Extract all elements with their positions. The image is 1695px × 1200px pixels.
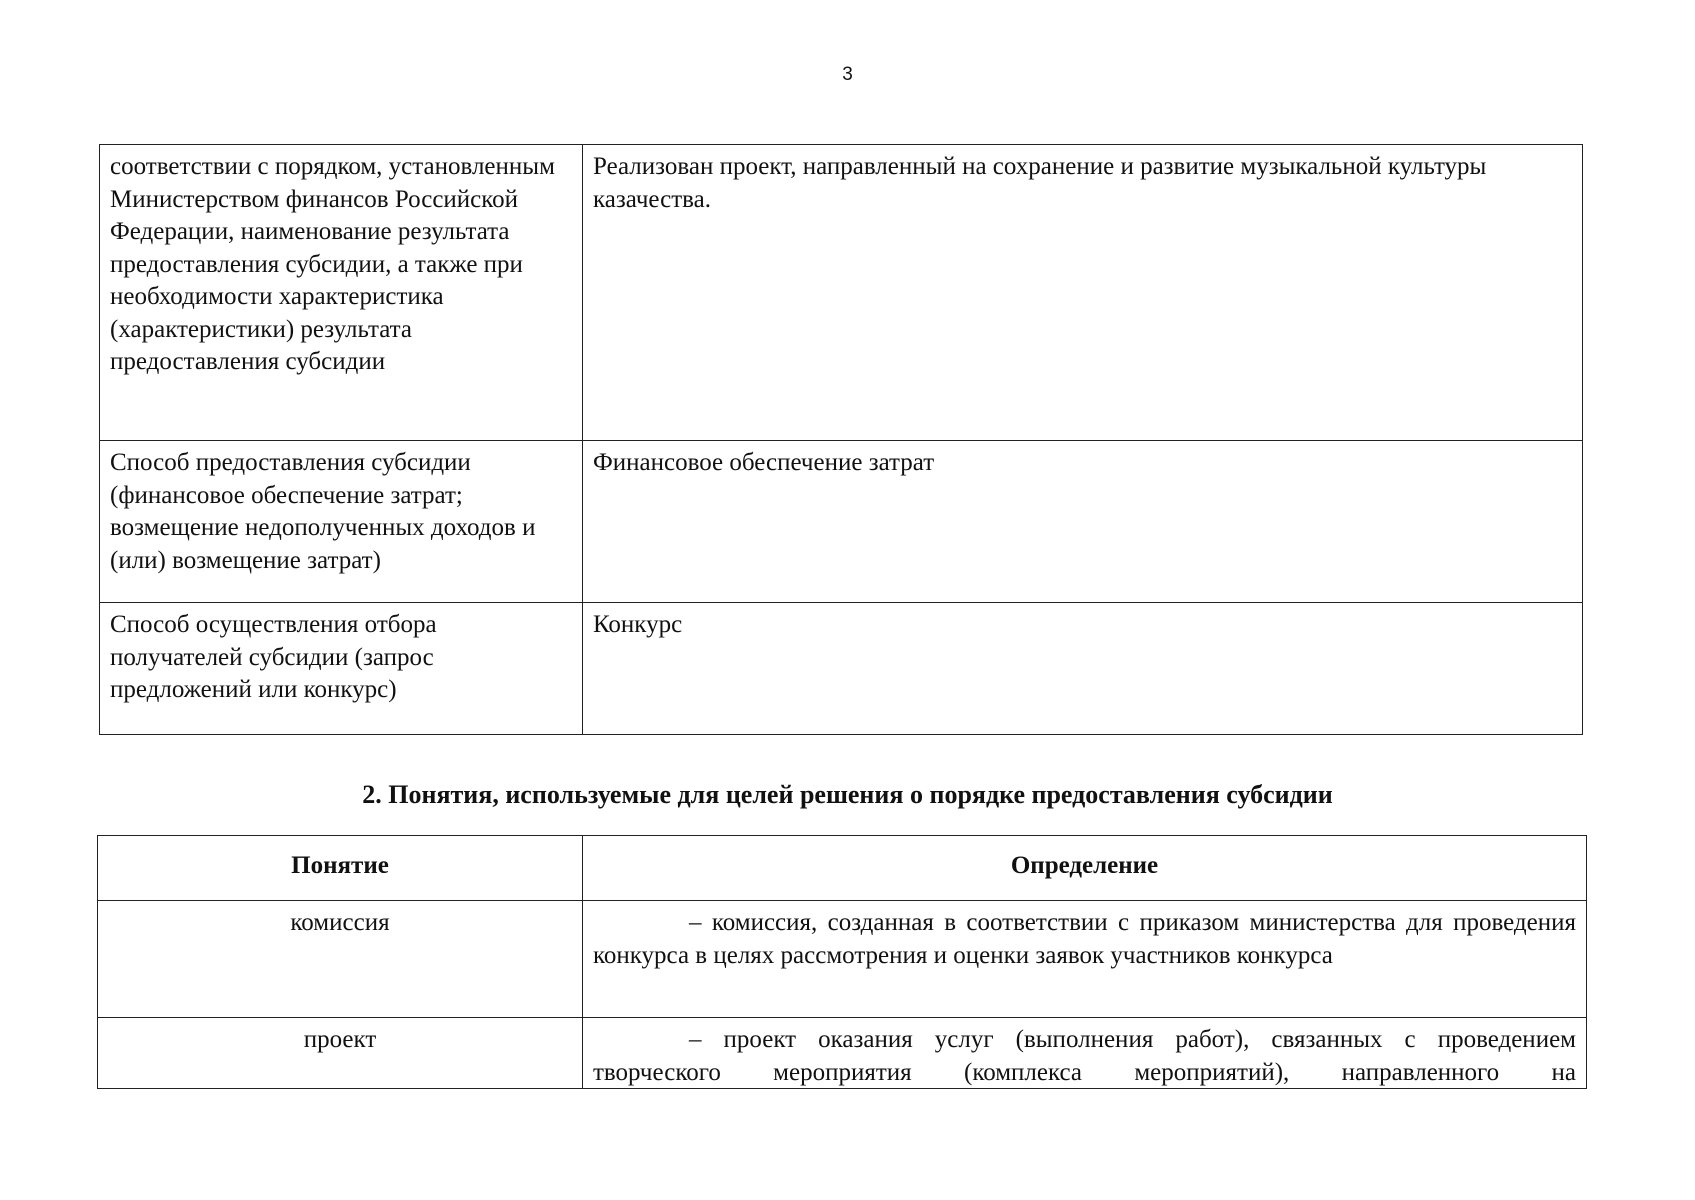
definition-cell xyxy=(583,1018,1587,1089)
table-header-row xyxy=(98,836,1587,901)
terms-table xyxy=(97,835,1587,1089)
row-label: соответствии с порядком, установленным Министерством финансов Российской Федерации, наименование результата предоставления субсидии, а также при необходимости характеристика (характеристики) результата предоставления субсидии xyxy=(100,145,583,441)
table-row xyxy=(98,901,1587,1018)
row-label: Способ предоставления субсидии (финансовое обеспечение затрат; возмещение недополученных доходов и (или) возмещение затрат) xyxy=(100,441,583,603)
table-row xyxy=(100,603,1583,735)
row-value: Конкурс xyxy=(583,603,1583,735)
row-value: Финансовое обеспечение затрат xyxy=(583,441,1583,603)
table-row xyxy=(100,145,1583,441)
term-cell: проект xyxy=(98,1018,583,1089)
column-header-definition: Определение xyxy=(583,836,1587,901)
table-row xyxy=(100,441,1583,603)
row-label: Способ осуществления отбора получателей субсидии (запрос предложений или конкурс) xyxy=(100,603,583,735)
definition-cell: – комиссия, созданная в соответствии с приказом министерства для проведения конкурса в целях рассмотрения и оценки заявок участников конкурса xyxy=(583,901,1587,1018)
definition-text: – проект оказания услуг (выполнения работ), связанных с проведением творческого мероприятия (комплекса мероприятий), направленного на xyxy=(593,1026,1576,1086)
subsidy-info-table xyxy=(99,144,1583,735)
table-row xyxy=(98,1018,1587,1089)
row-value: Реализован проект, направленный на сохранение и развитие музыкальной культуры казачества. xyxy=(583,145,1583,441)
page-number: 3 xyxy=(842,64,853,85)
section-title: 2. Понятия, используемые для целей решения о порядке предоставления субсидии xyxy=(362,780,1333,809)
term-cell: комиссия xyxy=(98,901,583,1018)
column-header-term: Понятие xyxy=(98,836,583,901)
